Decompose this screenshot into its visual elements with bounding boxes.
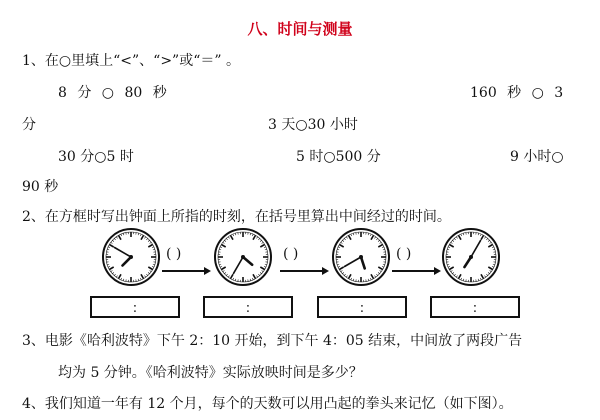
time-box-2[interactable]: :: [203, 296, 293, 318]
q1-row3-left: 30 分○5 时: [58, 149, 134, 165]
q3-line1: 3、电影《哈利波特》下午 2：10 开始，到下午 4：05 结束，中间放了两段广告: [22, 333, 523, 349]
clock-center: [359, 255, 363, 259]
clock-center: [241, 255, 245, 259]
q1-row2-left: 分: [22, 117, 36, 133]
q1-row3-mid: 5 时○500 分: [296, 149, 381, 165]
clock-face-3: [330, 226, 392, 288]
q3-line2: 均为 5 分钟。《哈利波特》实际放映时间是多少？: [58, 365, 363, 381]
clock-center: [469, 255, 473, 259]
q1-prompt: 1、在○里填上“<”、“>”或“＝” 。: [22, 53, 240, 69]
arrow-3-icon: [390, 266, 442, 276]
time-box-1[interactable]: :: [90, 296, 180, 318]
elapsed-paren-3[interactable]: ( ): [396, 246, 412, 262]
q2-prompt: 2、在方框时写出钟面上所指的时刻，在括号里算出中间经过的时间。: [22, 209, 451, 225]
time-box-3[interactable]: :: [317, 296, 407, 318]
clock-face-2: [212, 226, 274, 288]
q1-row3-right: 9 小时○: [510, 149, 564, 165]
arrow-2-icon: [278, 266, 330, 276]
clock-face-1: [100, 226, 162, 288]
clock-face-4: [440, 226, 502, 288]
q1-row1-left: 8 分 ○ 80 秒: [58, 85, 167, 101]
clock-center: [129, 255, 133, 259]
elapsed-paren-2[interactable]: ( ): [283, 246, 299, 262]
q1-row1-right: 160 秒 ○ 3: [470, 85, 564, 101]
q1-row4-left: 90 秒: [22, 179, 59, 195]
arrow-1-icon: [160, 266, 212, 276]
q4-line1: 4、我们知道一年有 12 个月，每个的天数可以用凸起的拳头来记忆（如下图）。: [22, 396, 513, 412]
time-box-4[interactable]: :: [430, 296, 520, 318]
q1-row2-mid: 3 天○30 小时: [268, 117, 358, 133]
page-title: 八、时间与测量: [247, 20, 353, 38]
elapsed-paren-1[interactable]: ( ): [166, 246, 182, 262]
